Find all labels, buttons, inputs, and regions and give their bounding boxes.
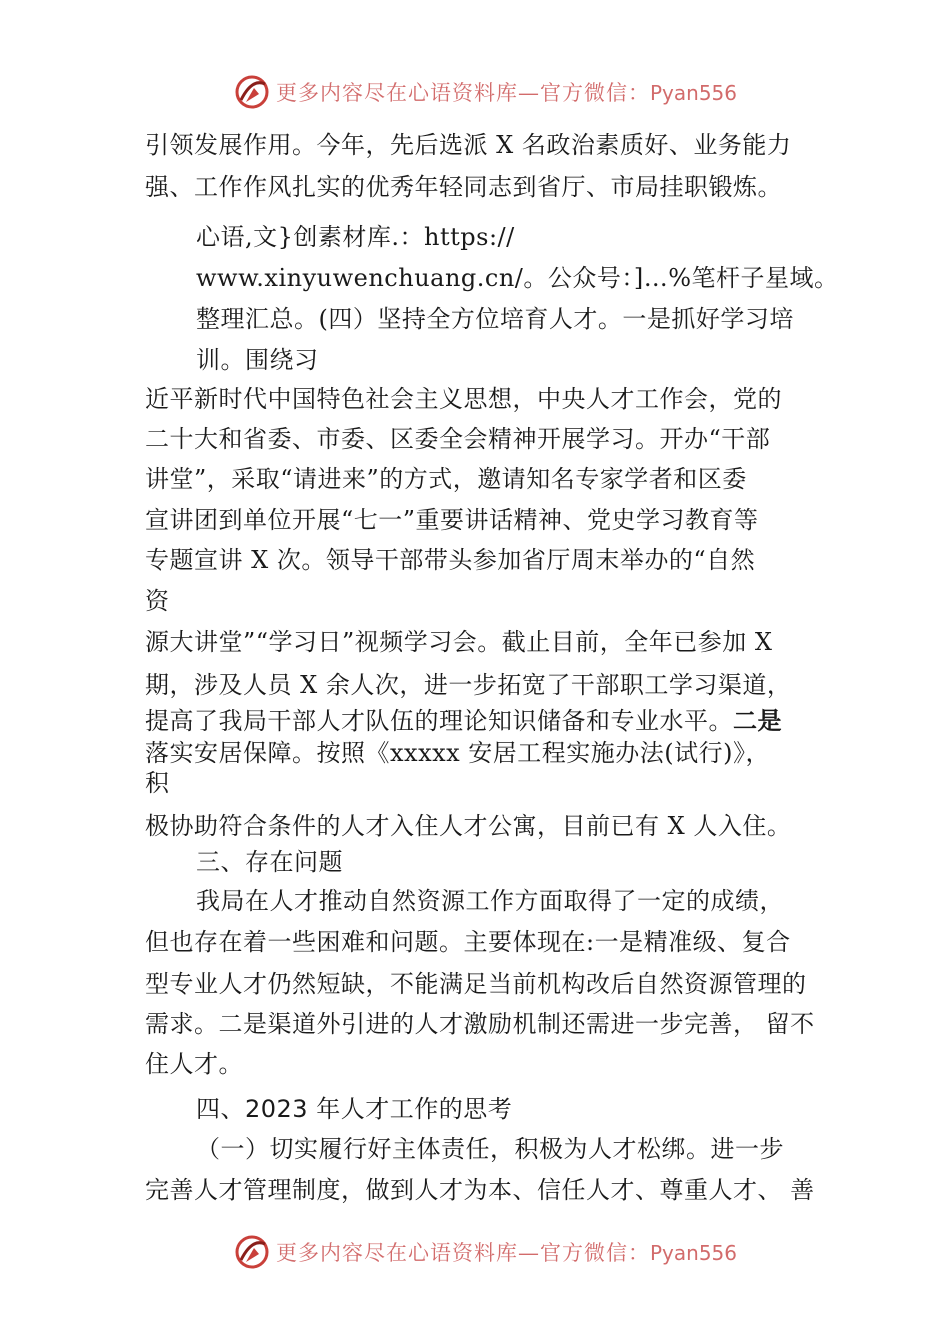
text-line: [145, 706, 782, 736]
brand-logo-icon: [232, 1232, 272, 1272]
text-line: 但也存在着一些困难和问题。主要体现在:一是精准级、复合: [145, 928, 791, 956]
text-line: 我局在人才推动自然资源工作方面取得了一定的成绩，: [196, 887, 784, 915]
text-segment: 提高了我局干部人才队伍的理论知识储备和专业水平。: [145, 707, 733, 735]
text-line: 引领发展作用。今年，先后选派 X 名政治素质好、业务能力: [145, 131, 792, 159]
section-heading: 三、存在问题: [196, 848, 343, 876]
text-line: 资: [145, 587, 170, 615]
text-line: 二十大和省委、市委、区委全会精神开展学习。开办“干部: [145, 425, 771, 453]
text-line: 专题宣讲 X 次。领导干部带头参加省厅周末举办的“自然: [145, 546, 756, 574]
section-heading: 四、2023 年人才工作的思考: [196, 1095, 513, 1123]
text-line: 讲堂”，采取“请进来”的方式，邀请知名专家学者和区委: [145, 465, 747, 493]
text-line: 极协助符合条件的人才入住人才公寓，目前已有 X 人入住。: [145, 812, 792, 840]
text-line: 强、工作作风扎实的优秀年轻同志到省厅、市局挂职锻炼。: [145, 173, 782, 201]
text-line: 训。围绕习: [196, 346, 319, 374]
text-line: 宣讲团到单位开展“七一”重要讲话精神、党史学习教育等: [145, 506, 759, 534]
text-line: 落实安居保障。按照《xxxxx 安居工程实施办法(试行)》，: [145, 739, 771, 767]
text-line: 完善人才管理制度，做到人才为本、信任人才、尊重人才、 善: [145, 1176, 815, 1204]
footer-watermark: [232, 1230, 738, 1274]
text-line: 需求。二是渠道外引进的人才激励机制还需进一步完善， 留不: [145, 1010, 815, 1038]
bold-emphasis: 二是: [733, 707, 782, 735]
text-line: 型专业人才仍然短缺，不能满足当前机构改后自然资源管理的: [145, 970, 807, 998]
watermark-text: 更多内容尽在心语资料库—官方微信：: [276, 1241, 650, 1265]
watermark-handle: Pyan556: [650, 1241, 738, 1265]
text-line: 整理汇总。(四）坚持全方位培育人才。一是抓好学习培: [196, 305, 794, 333]
header-watermark: [232, 70, 738, 114]
watermark-handle: Pyan556: [650, 81, 738, 105]
text-line: 积: [145, 769, 170, 797]
text-line: 期，涉及人员 X 余人次，进一步拓宽了干部职工学习渠道，: [145, 671, 792, 699]
text-line: 近平新时代中国特色社会主义思想，中央人才工作会，党的: [145, 385, 782, 413]
text-line: 源大讲堂”“学习日”视频学习会。截止目前，全年已参加 X: [145, 628, 773, 656]
text-line: www.xinyuwenchuang.cn/。公众号：]…%笔杆子星域。: [196, 264, 839, 292]
watermark-text: 更多内容尽在心语资料库—官方微信：: [276, 81, 650, 105]
text-line: 心语,文}创素材库.：https://: [196, 223, 515, 251]
text-line: （一）切实履行好主体责任，积极为人才松绑。进一步: [196, 1135, 784, 1163]
brand-logo-icon: [232, 72, 272, 112]
text-line: 住人才。: [145, 1050, 243, 1078]
